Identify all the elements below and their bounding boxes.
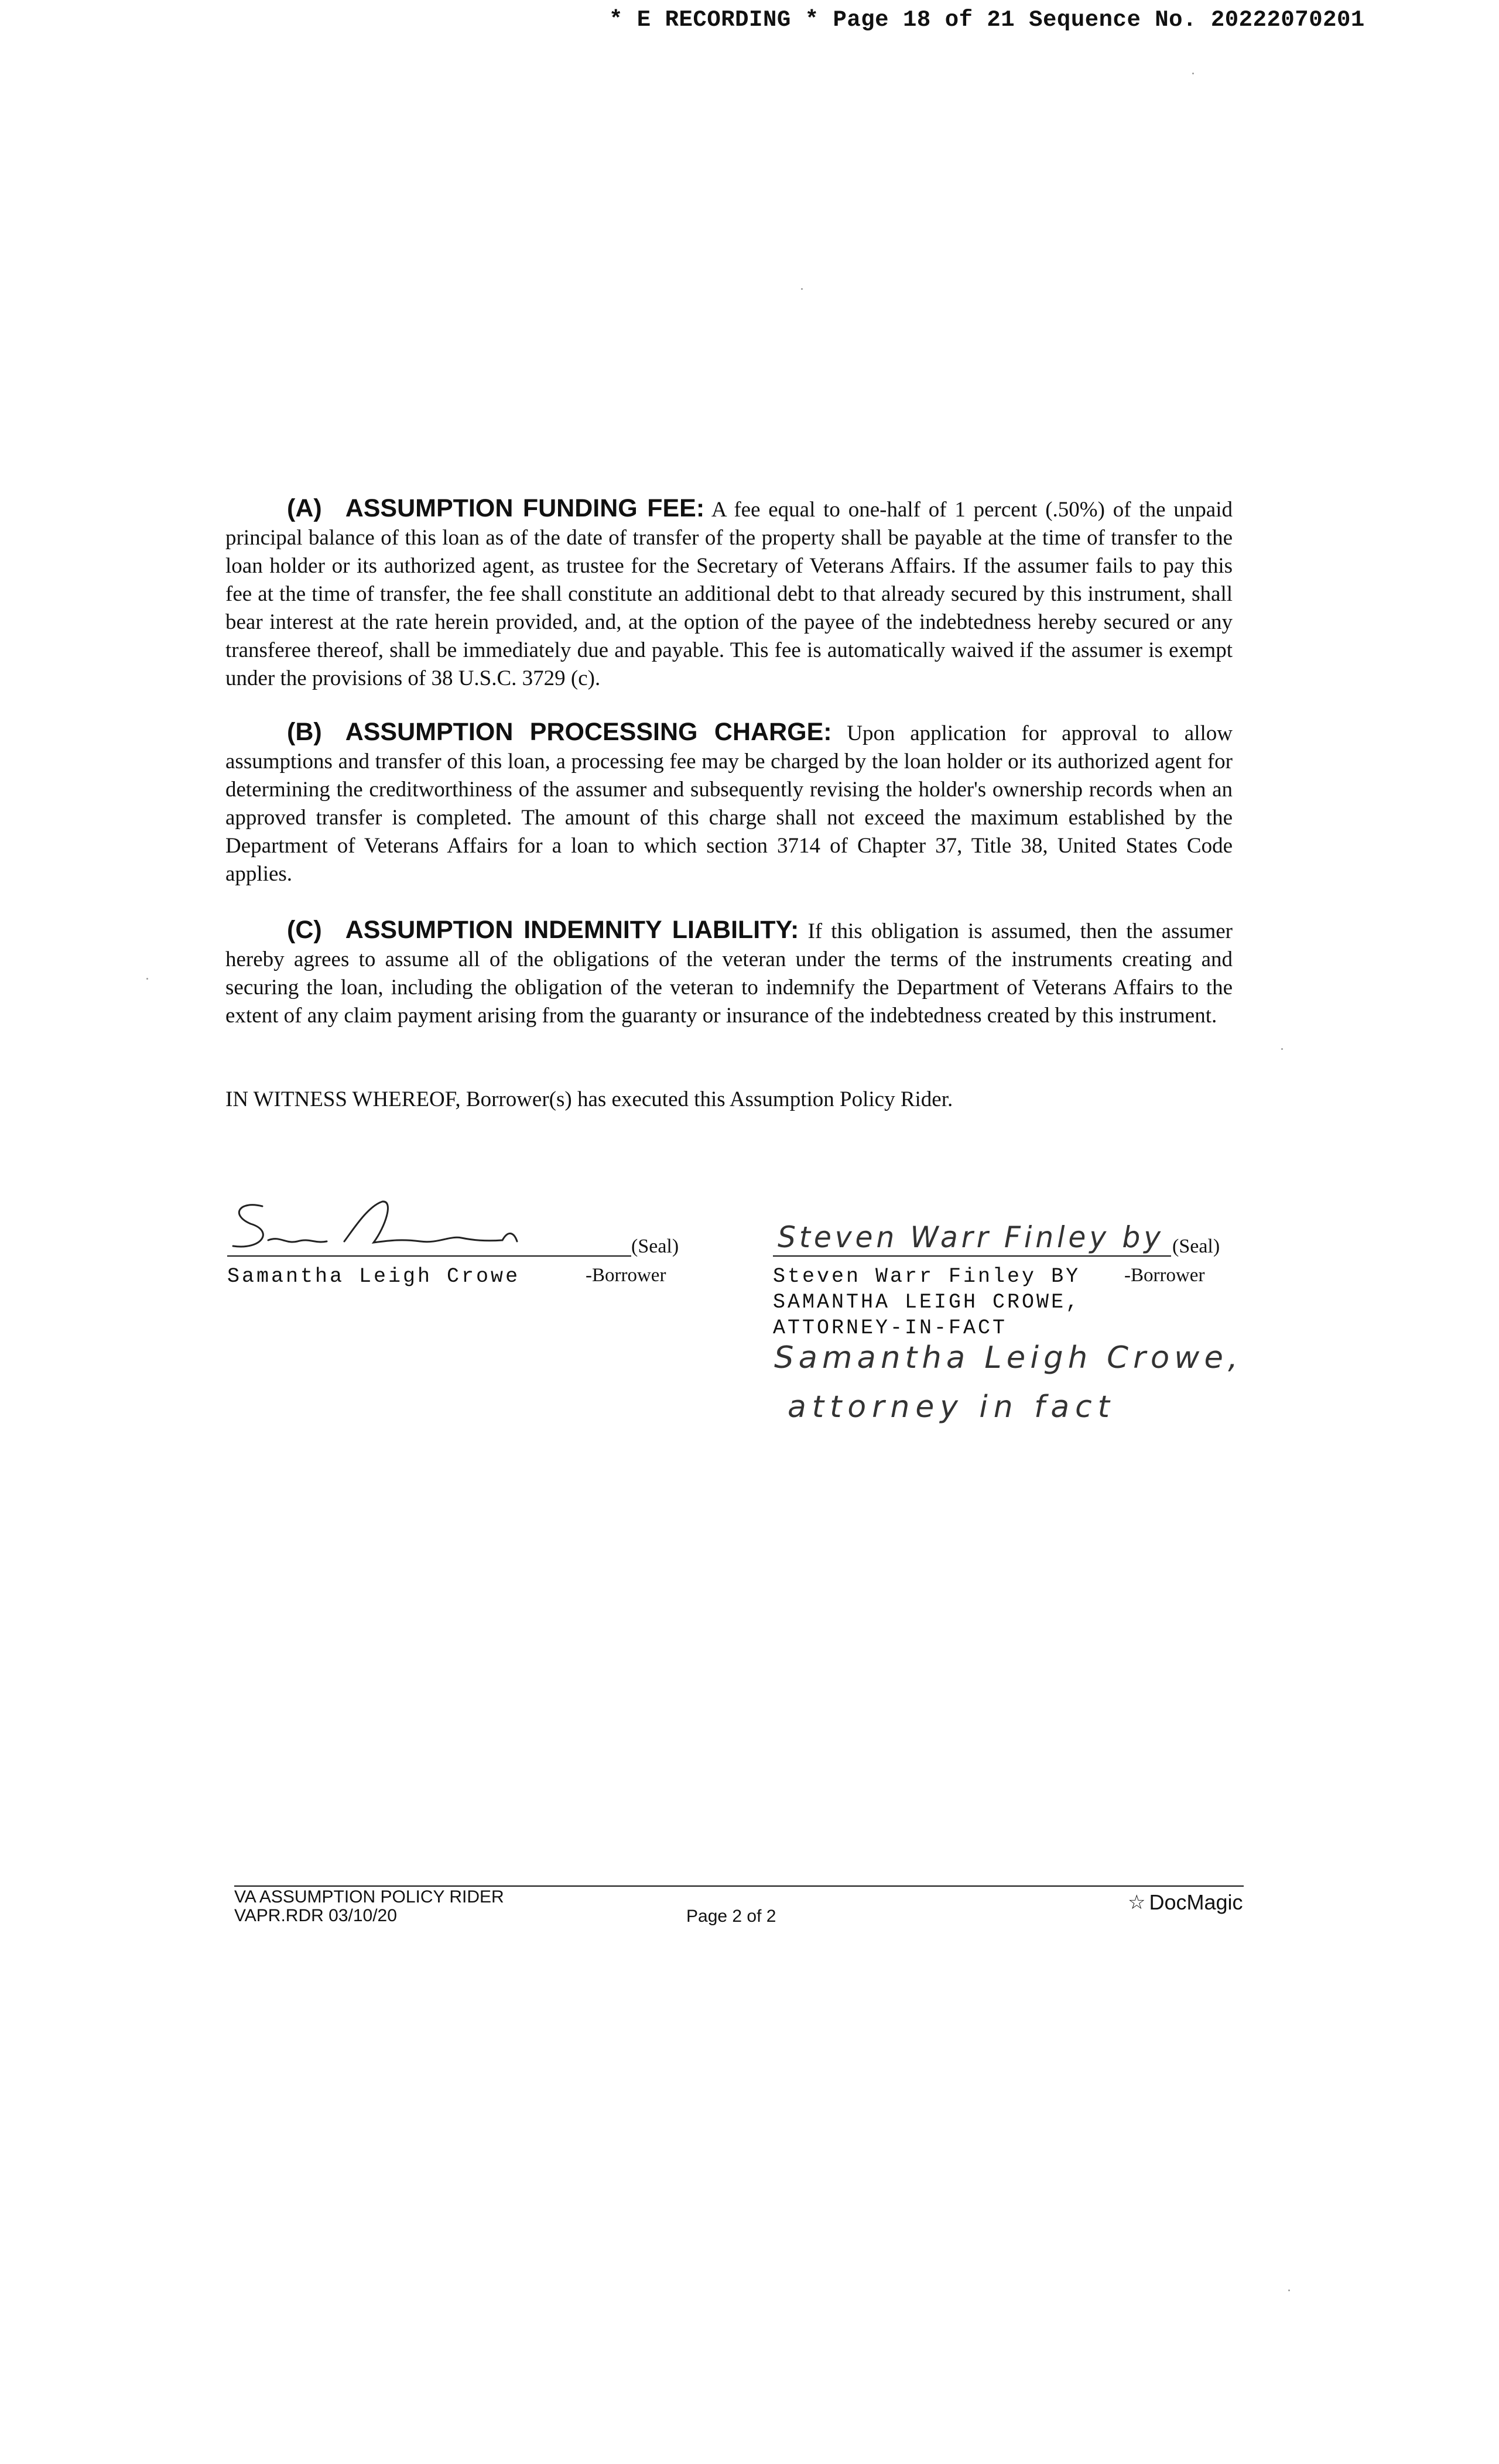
section-text: Upon application for approval to allow assumptions and transfer of this loan, a processing fee may be charged by the loan holder or its authorized agent for determining the creditworthiness of the assumer and subsequently revising the holder's ownership records when an approved transfer is completed. The amount of this charge shall not exceed the maximum established by the Department of Veterans Affairs for a loan to which section 3714 of Chapter 37, Title 38, United States Code applies. bbox=[225, 721, 1233, 886]
seal-label: (Seal) bbox=[1172, 1236, 1220, 1257]
footer-form-name: VA ASSUMPTION POLICY RIDER bbox=[234, 1887, 504, 1907]
footer-form-info bbox=[234, 1888, 504, 1925]
scan-speck bbox=[146, 978, 148, 980]
handwritten-line-1: Samantha Leigh Crowe, bbox=[774, 1340, 1243, 1375]
witness-statement: IN WITNESS WHEREOF, Borrower(s) has executed this Assumption Policy Rider. bbox=[225, 1087, 953, 1111]
footer-form-code: VAPR.RDR 03/10/20 bbox=[234, 1906, 397, 1925]
footer-page-number: Page 2 of 2 bbox=[686, 1907, 776, 1926]
section-letter: (C) bbox=[287, 916, 322, 944]
section-title: ASSUMPTION FUNDING FEE: bbox=[345, 494, 705, 522]
borrower-name: Samantha Leigh Crowe bbox=[227, 1265, 521, 1288]
scan-speck bbox=[1288, 2290, 1290, 2291]
signature-line bbox=[773, 1255, 1171, 1257]
brand-name: DocMagic bbox=[1149, 1890, 1243, 1914]
footer-brand bbox=[1128, 1890, 1243, 1915]
borrower-role: -Borrower bbox=[1124, 1265, 1205, 1286]
borrower-name-line2: SAMANTHA LEIGH CROWE, bbox=[773, 1291, 1081, 1314]
section-letter: (A) bbox=[287, 494, 322, 522]
seal-label: (Seal) bbox=[631, 1236, 679, 1257]
borrower-role: -Borrower bbox=[586, 1265, 666, 1286]
signature-line bbox=[227, 1255, 631, 1257]
borrower-name-line3: ATTORNEY-IN-FACT bbox=[773, 1316, 1008, 1340]
handwritten-attorney-note bbox=[773, 1335, 1253, 1440]
scan-speck bbox=[1281, 1048, 1283, 1050]
section-text: If this obligation is assumed, then the assumer hereby agrees to assume all of the obligations of the veteran under the terms of the instruments creating and securing the loan, including the obligation of the veteran to indemnify the Department of Veterans Affairs to the extent of any claim payment arising from the guaranty or insurance of the indebtedness created by this instrument. bbox=[225, 919, 1233, 1028]
scan-speck bbox=[1192, 73, 1194, 74]
section-text: A fee equal to one-half of 1 percent (.50%) of the unpaid principal balance of this loan as of the date of transfer of the property shall be payable at the time of transfer to the loan holder or its authorized agent, as trustee for the Secretary of Veterans Affairs. If the assumer fails to pay this fee at the time of transfer, the fee shall constitute an additional debt to that already secured by this instrument, shall bear interest at the rate herein provided, and, at the option of the payee of the indebtedness hereby secured or any transferee thereof, shall be immediately due and payable. This fee is automatically waived if the assumer is exempt under the provisions of 38 U.S.C. 3729 (c). bbox=[225, 498, 1233, 690]
signature-block-samantha bbox=[227, 1206, 684, 1291]
footer-divider bbox=[234, 1885, 1244, 1887]
section-letter: (B) bbox=[287, 718, 322, 746]
signature-steven-finley bbox=[773, 1212, 1171, 1259]
signature-samantha-crowe bbox=[227, 1195, 555, 1259]
section-assumption-processing-charge bbox=[225, 718, 1233, 888]
section-assumption-indemnity-liability bbox=[225, 916, 1233, 1030]
star-icon: ☆ bbox=[1128, 1891, 1146, 1914]
section-assumption-funding-fee bbox=[225, 494, 1233, 693]
borrower-name-line1: Steven Warr Finley BY bbox=[773, 1265, 1081, 1288]
section-title: ASSUMPTION INDEMNITY LIABILITY: bbox=[345, 916, 799, 944]
scan-speck bbox=[801, 288, 803, 290]
signature-block-steven bbox=[773, 1206, 1253, 1425]
handwritten-line-2: attorney in fact bbox=[788, 1390, 1115, 1425]
recording-header: * E RECORDING * Page 18 of 21 Sequence No. 20222070201 bbox=[609, 7, 1365, 33]
section-title: ASSUMPTION PROCESSING CHARGE: bbox=[345, 718, 832, 746]
signature-text: Steven Warr Finley by bbox=[778, 1220, 1164, 1254]
